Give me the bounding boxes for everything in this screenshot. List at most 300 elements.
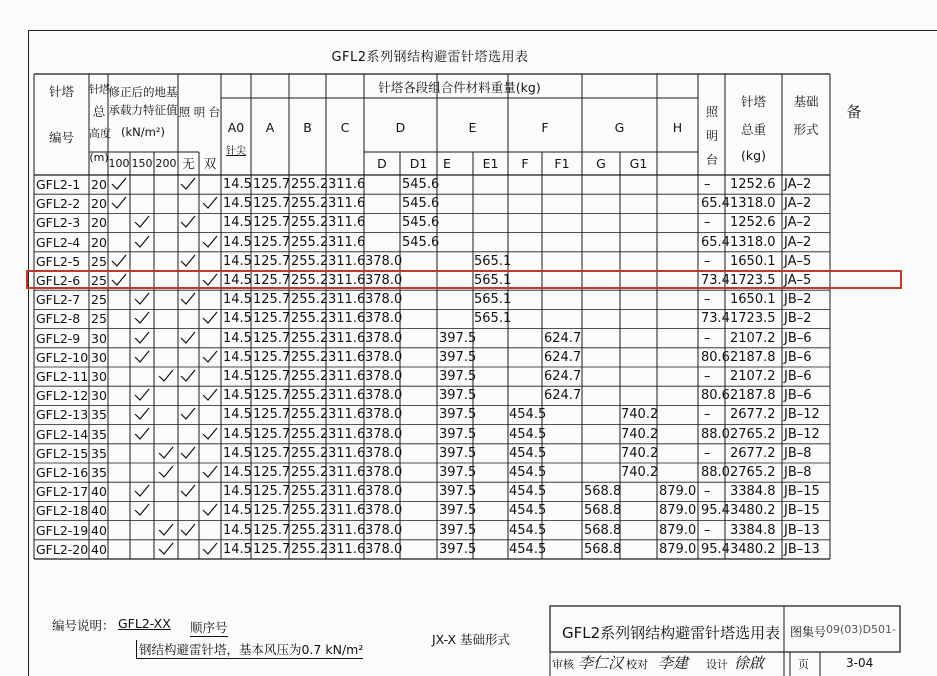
cell-g: 568.8 — [584, 484, 622, 500]
cell-b: 255.2 — [291, 541, 329, 557]
header-sub-f: F — [521, 156, 529, 171]
cell-a: 125.7 — [253, 369, 291, 384]
cell-found: JB–15 — [784, 484, 820, 500]
header-col-h-2: 总 — [92, 104, 106, 119]
cell-b: 255.2 — [291, 426, 329, 442]
cell-a: 125.7 — [253, 234, 291, 250]
cell-c: 311.6 — [328, 234, 366, 250]
cell-c: 311.6 — [328, 292, 366, 308]
header-col-found-2: 形式 — [793, 122, 819, 137]
cell-found: JA–2 — [784, 234, 812, 250]
cell-e: 397.5 — [439, 369, 477, 384]
cell-g: 568.8 — [584, 541, 622, 557]
cell-id: GFL2-1 — [36, 177, 81, 192]
header-col-id-1: 针塔 — [48, 84, 74, 99]
cell-found: JB–12 — [784, 407, 820, 423]
cell-total: 3480.2 — [730, 503, 776, 519]
check-mark-icon — [111, 177, 127, 191]
cell-plat: 88.0 — [701, 465, 730, 480]
cell-d: 378.0 — [365, 522, 403, 538]
cell-g1: 740.2 — [621, 407, 659, 423]
check-mark-icon — [180, 331, 196, 345]
cell-f: 454.5 — [509, 522, 547, 538]
cell-f1: 624.7 — [544, 388, 582, 404]
header-seg-a0: A0 — [227, 120, 245, 135]
cell-plat: – — [704, 177, 711, 192]
cell-d1: 545.6 — [402, 234, 440, 250]
header-col-soil-b: 150 — [131, 157, 153, 170]
cell-plat: – — [704, 445, 711, 461]
cell-f: 454.5 — [509, 465, 547, 480]
cell-d: 378.0 — [365, 407, 403, 423]
cell-c: 311.6 — [328, 177, 366, 192]
cell-a0: 14.5 — [223, 215, 252, 231]
check-mark-icon — [202, 350, 218, 364]
cell-total: 1318.0 — [730, 234, 776, 250]
footer-sig-check: 李建 — [658, 654, 689, 672]
cell-a: 125.7 — [253, 253, 291, 269]
check-mark-icon — [134, 427, 150, 441]
cell-plat: – — [704, 215, 711, 231]
cell-total: 1723.5 — [730, 311, 776, 327]
header-col-soil-1: 修正后的地基 — [108, 85, 178, 99]
footer-sig-review: 李仁汉 — [578, 654, 624, 672]
footer-atlas-label: 图集号 — [790, 625, 827, 639]
check-mark-icon — [180, 484, 196, 498]
check-mark-icon — [180, 254, 196, 268]
header-sub-f1: F1 — [554, 156, 570, 171]
cell-h: 35 — [91, 407, 107, 423]
cell-d: 378.0 — [365, 253, 403, 269]
cell-c: 311.6 — [328, 253, 366, 269]
cell-b: 255.2 — [291, 407, 329, 423]
footer-design: 设计 — [706, 658, 728, 671]
cell-c: 311.6 — [328, 388, 366, 404]
cell-plat: – — [704, 484, 711, 500]
cell-hh: 879.0 — [659, 522, 697, 538]
header-seg-c: C — [340, 120, 350, 135]
cell-c: 311.6 — [328, 330, 366, 346]
check-mark-icon — [111, 196, 127, 210]
cell-plat: 65.4 — [701, 196, 730, 212]
cell-b: 255.2 — [291, 349, 329, 365]
check-mark-icon — [134, 331, 150, 345]
cell-e: 397.5 — [439, 426, 477, 442]
check-mark-icon — [134, 503, 150, 517]
check-mark-icon — [158, 523, 174, 537]
cell-a: 125.7 — [253, 196, 291, 212]
cell-h: 25 — [91, 311, 107, 327]
cell-plat: 73.4 — [701, 311, 730, 327]
cell-b: 255.2 — [291, 311, 329, 327]
cell-plat: 88.0 — [701, 426, 730, 442]
check-mark-icon — [180, 407, 196, 421]
header-seg-h: H — [672, 120, 683, 135]
cell-a: 125.7 — [253, 522, 291, 538]
check-mark-icon — [202, 503, 218, 517]
cell-f: 454.5 — [509, 484, 547, 500]
cell-plat: – — [704, 253, 711, 269]
cell-d1: 545.6 — [402, 177, 440, 192]
check-mark-icon — [180, 215, 196, 229]
footer-page-label: 页 — [798, 658, 809, 671]
cell-total: 3384.8 — [730, 484, 776, 500]
cell-plat: – — [704, 292, 711, 308]
cell-d: 378.0 — [365, 484, 403, 500]
check-mark-icon — [134, 215, 150, 229]
cell-d: 378.0 — [365, 445, 403, 461]
cell-d: 378.0 — [365, 311, 403, 327]
cell-hh: 879.0 — [659, 503, 697, 519]
cell-a: 125.7 — [253, 407, 291, 423]
cell-g1: 740.2 — [621, 465, 659, 480]
cell-found: JA–2 — [784, 196, 812, 212]
cell-hh: 879.0 — [659, 484, 697, 500]
cell-id: GFL2-2 — [36, 196, 81, 212]
cell-a: 125.7 — [253, 541, 291, 557]
cell-plat: – — [704, 407, 711, 423]
cell-total: 1650.1 — [730, 253, 776, 269]
cell-b: 255.2 — [291, 484, 329, 500]
cell-h: 30 — [91, 330, 107, 346]
cell-h: 30 — [91, 369, 107, 384]
cell-id: GFL2-11 — [36, 369, 89, 384]
footer-foundation-note: JX-X 基础形式 — [432, 632, 511, 647]
cell-e: 397.5 — [439, 445, 477, 461]
cell-found: JB–8 — [784, 465, 812, 480]
cell-a0: 14.5 — [223, 503, 252, 519]
header-sub-g: G — [596, 156, 606, 171]
header-col-soil-c: 200 — [155, 157, 177, 170]
cell-h: 20 — [91, 234, 107, 250]
cell-total: 2765.2 — [730, 426, 776, 442]
cell-hh: 879.0 — [659, 541, 697, 557]
cell-f1: 624.7 — [544, 330, 582, 346]
cell-h: 35 — [91, 426, 107, 442]
check-mark-icon — [158, 542, 174, 556]
check-mark-icon — [180, 446, 196, 460]
cell-id: GFL2-4 — [36, 234, 81, 250]
cell-c: 311.6 — [328, 311, 366, 327]
cell-h: 35 — [91, 445, 107, 461]
cell-total: 1723.5 — [730, 273, 776, 288]
cell-d1: 545.6 — [402, 215, 440, 231]
cell-f: 454.5 — [509, 503, 547, 519]
cell-a0: 14.5 — [223, 253, 252, 269]
cell-b: 255.2 — [291, 273, 329, 288]
check-mark-icon — [134, 235, 150, 249]
check-mark-icon — [134, 407, 150, 421]
header-seg-a0-sub: 针尖 — [226, 146, 246, 157]
header-weights-title: 针塔各段组合件材料重量(kg) — [378, 80, 541, 95]
header-sub-d: D — [377, 156, 387, 171]
cell-total: 1318.0 — [730, 196, 776, 212]
check-mark-icon — [134, 292, 150, 306]
cell-a0: 14.5 — [223, 484, 252, 500]
cell-h: 25 — [91, 253, 107, 269]
header-seg-b: B — [303, 120, 312, 135]
cell-h: 20 — [91, 196, 107, 212]
cell-d: 378.0 — [365, 465, 403, 480]
cell-a0: 14.5 — [223, 541, 252, 557]
cell-a0: 14.5 — [223, 292, 252, 308]
cell-a0: 14.5 — [223, 426, 252, 442]
cell-id: GFL2-8 — [36, 311, 81, 327]
header-col-total-1: 针塔 — [740, 94, 766, 109]
cell-h: 35 — [91, 465, 107, 480]
cell-b: 255.2 — [291, 234, 329, 250]
cell-e: 397.5 — [439, 465, 477, 480]
header-col-id-2: 编号 — [48, 130, 74, 145]
footer-atlas-no: 09(03)D501- — [826, 623, 897, 636]
cell-b: 255.2 — [291, 445, 329, 461]
cell-plat: 95.4 — [701, 503, 730, 519]
check-mark-icon — [202, 311, 218, 325]
cell-a0: 14.5 — [223, 522, 252, 538]
header-col-soil-3: (kN/m²) — [121, 125, 165, 139]
header-col-total-2: 总重 — [740, 122, 766, 137]
header-col-platform: 照明台 — [705, 105, 718, 167]
cell-found: JB–13 — [784, 541, 820, 557]
cell-d: 378.0 — [365, 426, 403, 442]
cell-total: 3480.2 — [730, 541, 776, 557]
cell-d: 378.0 — [365, 330, 403, 346]
cell-found: JA–2 — [784, 177, 812, 192]
cell-id: GFL2-15 — [36, 445, 89, 461]
header-sub-e: E — [443, 156, 451, 171]
cell-id: GFL2-7 — [36, 292, 81, 308]
check-mark-icon — [180, 177, 196, 191]
header-sub-e1: E1 — [482, 156, 499, 171]
header-col-soil-2: 承载力特征值 — [108, 103, 178, 117]
check-mark-icon — [202, 235, 218, 249]
cell-id: GFL2-20 — [36, 541, 89, 557]
cell-found: JB–6 — [784, 330, 812, 346]
cell-e1: 565.1 — [474, 273, 512, 288]
check-mark-icon — [158, 446, 174, 460]
cell-found: JB–6 — [784, 388, 812, 404]
check-mark-icon — [134, 350, 150, 364]
cell-a0: 14.5 — [223, 273, 252, 288]
footer-page-no: 3-04 — [846, 656, 874, 670]
cell-c: 311.6 — [328, 445, 366, 461]
cell-found: JB–2 — [784, 311, 812, 327]
cell-found: JA–5 — [784, 253, 812, 269]
cell-c: 311.6 — [328, 215, 366, 231]
cell-h: 30 — [91, 349, 107, 365]
cell-h: 40 — [91, 541, 107, 557]
cell-h: 20 — [91, 215, 107, 231]
cell-a: 125.7 — [253, 388, 291, 404]
cell-g1: 740.2 — [621, 426, 659, 442]
cell-e: 397.5 — [439, 541, 477, 557]
cell-a: 125.7 — [253, 349, 291, 365]
header-seg-f: F — [541, 120, 549, 135]
cell-e1: 565.1 — [474, 311, 512, 327]
cell-d1: 545.6 — [402, 196, 440, 212]
cell-total: 2765.2 — [730, 465, 776, 480]
check-mark-icon — [134, 484, 150, 498]
footer-note-seq: 顺序号 — [190, 620, 228, 635]
cell-a: 125.7 — [253, 292, 291, 308]
cell-plat: 73.4 — [701, 273, 730, 288]
header-col-soil-a: 100 — [108, 157, 130, 170]
cell-id: GFL2-13 — [36, 407, 89, 423]
cell-id: GFL2-12 — [36, 388, 89, 404]
check-mark-icon — [180, 292, 196, 306]
cell-h: 30 — [91, 388, 107, 404]
footer-note-desc: 钢结构避雷针塔，基本风压为0.7 kN/m² — [136, 640, 363, 659]
header-seg-a: A — [265, 120, 275, 135]
cell-c: 311.6 — [328, 522, 366, 538]
check-mark-icon — [180, 369, 196, 383]
header-col-light-1: 照 明 台 — [178, 105, 221, 119]
cell-a0: 14.5 — [223, 177, 252, 192]
cell-a: 125.7 — [253, 215, 291, 231]
cell-a0: 14.5 — [223, 349, 252, 365]
check-mark-icon — [158, 465, 174, 479]
check-mark-icon — [134, 311, 150, 325]
cell-c: 311.6 — [328, 503, 366, 519]
cell-d: 378.0 — [365, 273, 403, 288]
cell-id: GFL2-9 — [36, 330, 81, 346]
cell-g1: 740.2 — [621, 445, 659, 461]
cell-h: 40 — [91, 503, 107, 519]
cell-a: 125.7 — [253, 177, 291, 192]
cell-total: 1650.1 — [730, 292, 776, 308]
cell-id: GFL2-16 — [36, 465, 89, 480]
cell-id: GFL2-17 — [36, 484, 89, 500]
cell-total: 2677.2 — [730, 407, 776, 423]
header-seg-g: G — [614, 120, 625, 135]
cell-f: 454.5 — [509, 407, 547, 423]
cell-e: 397.5 — [439, 330, 477, 346]
cell-b: 255.2 — [291, 388, 329, 404]
cell-g: 568.8 — [584, 503, 622, 519]
header-col-h-1: 针塔 — [89, 83, 109, 96]
header-col-light-a: 无 — [182, 156, 195, 171]
check-mark-icon — [202, 465, 218, 479]
cell-c: 311.6 — [328, 273, 366, 288]
cell-total: 1252.6 — [730, 215, 776, 231]
cell-d: 378.0 — [365, 388, 403, 404]
cell-id: GFL2-3 — [36, 215, 81, 231]
cell-f: 454.5 — [509, 426, 547, 442]
cell-b: 255.2 — [291, 369, 329, 384]
cell-h: 20 — [91, 177, 107, 192]
cell-a0: 14.5 — [223, 388, 252, 404]
cell-a: 125.7 — [253, 465, 291, 480]
header-col-found-1: 基础 — [793, 94, 819, 109]
row-highlight-box — [26, 270, 902, 289]
cell-a0: 14.5 — [223, 311, 252, 327]
cell-d: 378.0 — [365, 503, 403, 519]
cell-b: 255.2 — [291, 330, 329, 346]
cell-id: GFL2-6 — [36, 273, 81, 288]
header-col-h-3: 高度 — [89, 127, 111, 140]
check-mark-icon — [202, 196, 218, 210]
footer-review: 审核 — [552, 658, 574, 671]
cell-f1: 624.7 — [544, 349, 582, 365]
cell-plat: – — [704, 369, 711, 384]
footer-title-block: GFL2系列钢结构避雷针塔选用表 — [562, 624, 781, 642]
cell-a: 125.7 — [253, 311, 291, 327]
cell-h: 40 — [91, 522, 107, 538]
cell-a0: 14.5 — [223, 445, 252, 461]
check-mark-icon — [134, 388, 150, 402]
cell-id: GFL2-19 — [36, 522, 89, 538]
cell-d: 378.0 — [365, 541, 403, 557]
cell-a: 125.7 — [253, 273, 291, 288]
cell-id: GFL2-14 — [36, 426, 89, 442]
cell-c: 311.6 — [328, 407, 366, 423]
header-seg-d: D — [395, 120, 406, 135]
cell-b: 255.2 — [291, 196, 329, 212]
cell-c: 311.6 — [328, 426, 366, 442]
cell-plat: 95.4 — [701, 541, 730, 557]
cell-e1: 565.1 — [474, 253, 512, 269]
header-col-total-3: (kg) — [741, 148, 766, 163]
cell-e: 397.5 — [439, 484, 477, 500]
cell-b: 255.2 — [291, 177, 329, 192]
cell-e: 397.5 — [439, 503, 477, 519]
cell-h: 25 — [91, 273, 107, 288]
cell-found: JB–12 — [784, 426, 820, 442]
cell-a0: 14.5 — [223, 369, 252, 384]
cell-id: GFL2-10 — [36, 349, 89, 365]
cell-id: GFL2-5 — [36, 253, 81, 269]
cell-c: 311.6 — [328, 484, 366, 500]
cell-e: 397.5 — [439, 349, 477, 365]
sheet-title: GFL2系列钢结构避雷针塔选用表 — [331, 50, 529, 65]
cell-total: 1252.6 — [730, 177, 776, 192]
cell-total: 2677.2 — [730, 445, 776, 461]
check-mark-icon — [202, 427, 218, 441]
cell-h: 40 — [91, 484, 107, 500]
cell-b: 255.2 — [291, 465, 329, 480]
cell-found: JB–13 — [784, 522, 820, 538]
cell-plat: – — [704, 522, 711, 538]
footer-sig-design: 徐啟 — [734, 654, 765, 672]
header-seg-e: E — [468, 120, 477, 135]
footer-check: 校对 — [626, 658, 648, 671]
cell-e: 397.5 — [439, 522, 477, 538]
cell-a: 125.7 — [253, 426, 291, 442]
cell-total: 3384.8 — [730, 522, 776, 538]
footer-note-label: 编号说明： — [52, 618, 115, 633]
cell-e: 397.5 — [439, 388, 477, 404]
cell-c: 311.6 — [328, 465, 366, 480]
cell-f: 454.5 — [509, 445, 547, 461]
cell-found: JB–2 — [784, 292, 812, 308]
cell-b: 255.2 — [291, 215, 329, 231]
cell-c: 311.6 — [328, 369, 366, 384]
cell-total: 2187.8 — [730, 349, 776, 365]
cell-id: GFL2-18 — [36, 503, 89, 519]
cell-f: 454.5 — [509, 541, 547, 557]
header-col-h-4: (m) — [89, 151, 109, 164]
cell-found: JB–6 — [784, 349, 812, 365]
check-mark-icon — [158, 369, 174, 383]
check-mark-icon — [111, 254, 127, 268]
cell-total: 2107.2 — [730, 369, 776, 384]
cell-found: JB–15 — [784, 503, 820, 519]
cell-found: JB–8 — [784, 445, 812, 461]
cell-c: 311.6 — [328, 349, 366, 365]
header-col-light-b: 双 — [203, 156, 217, 171]
cell-a0: 14.5 — [223, 234, 252, 250]
cell-total: 2107.2 — [730, 330, 776, 346]
